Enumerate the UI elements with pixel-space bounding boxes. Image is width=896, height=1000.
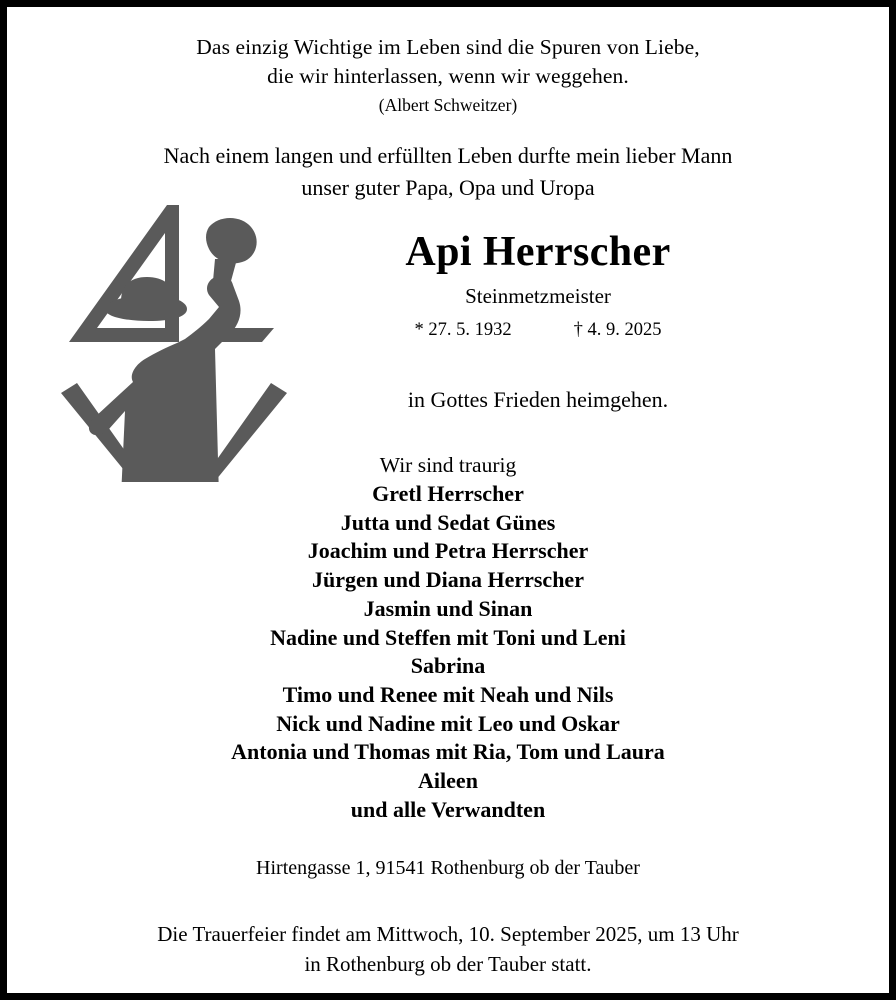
life-dates-row bbox=[187, 316, 889, 344]
deceased-block bbox=[187, 225, 889, 344]
family-member: Nadine und Steffen mit Toni und Leni bbox=[270, 624, 626, 650]
family-member: Jasmin und Sinan bbox=[363, 595, 533, 621]
quote-attribution: (Albert Schweitzer) bbox=[378, 95, 518, 115]
address-line: Hirtengasse 1, 91541 Rothenburg ob der Tauber bbox=[256, 857, 640, 879]
family-member: Jürgen und Diana Herrscher bbox=[312, 567, 584, 593]
service-block bbox=[7, 919, 889, 979]
family-member: Nick und Nadine mit Leo und Oskar bbox=[276, 710, 620, 736]
family-block bbox=[7, 451, 889, 824]
family-member: Gretl Herrscher bbox=[372, 481, 524, 506]
deceased-profession: Steinmetzmeister bbox=[465, 284, 611, 308]
family-member: Timo und Renee mit Neah und Nils bbox=[282, 681, 614, 707]
birth-date: * 27. 5. 1932 bbox=[414, 320, 512, 340]
family-member: Joachim und Petra Herrscher bbox=[307, 538, 589, 564]
family-member: und alle Verwandten bbox=[350, 796, 546, 822]
family-member: Antonia und Thomas mit Ria, Tom und Laura bbox=[231, 739, 665, 765]
family-member: Jutta und Sedat Günes bbox=[340, 509, 556, 535]
quotation-block bbox=[7, 33, 889, 118]
family-intro: Wir sind traurig bbox=[379, 453, 517, 477]
intro-line-2: unser guter Papa, Opa und Uropa bbox=[301, 175, 595, 200]
passing-line: in Gottes Frieden heimgehen. bbox=[407, 387, 669, 412]
family-member: Sabrina bbox=[410, 653, 486, 679]
intro-line-1: Nach einem langen und erfüllten Leben durfte mein lieber Mann bbox=[163, 143, 733, 168]
introduction-block bbox=[7, 140, 889, 204]
service-line-2: in Rothenburg ob der Tauber statt. bbox=[304, 952, 592, 976]
quote-line-1: Das einzig Wichtige im Leben sind die Spuren von Liebe, bbox=[196, 35, 700, 59]
service-line-1: Die Trauerfeier findet am Mittwoch, 10. September 2025, um 13 Uhr bbox=[157, 922, 739, 946]
notice-inner-area bbox=[7, 7, 889, 993]
deceased-name: Api Herrscher bbox=[405, 229, 671, 275]
family-member: Aileen bbox=[418, 768, 478, 794]
quote-line-2: die wir hinterlassen, wenn wir weggehen. bbox=[267, 64, 629, 88]
death-date: † 4. 9. 2025 bbox=[573, 320, 662, 340]
